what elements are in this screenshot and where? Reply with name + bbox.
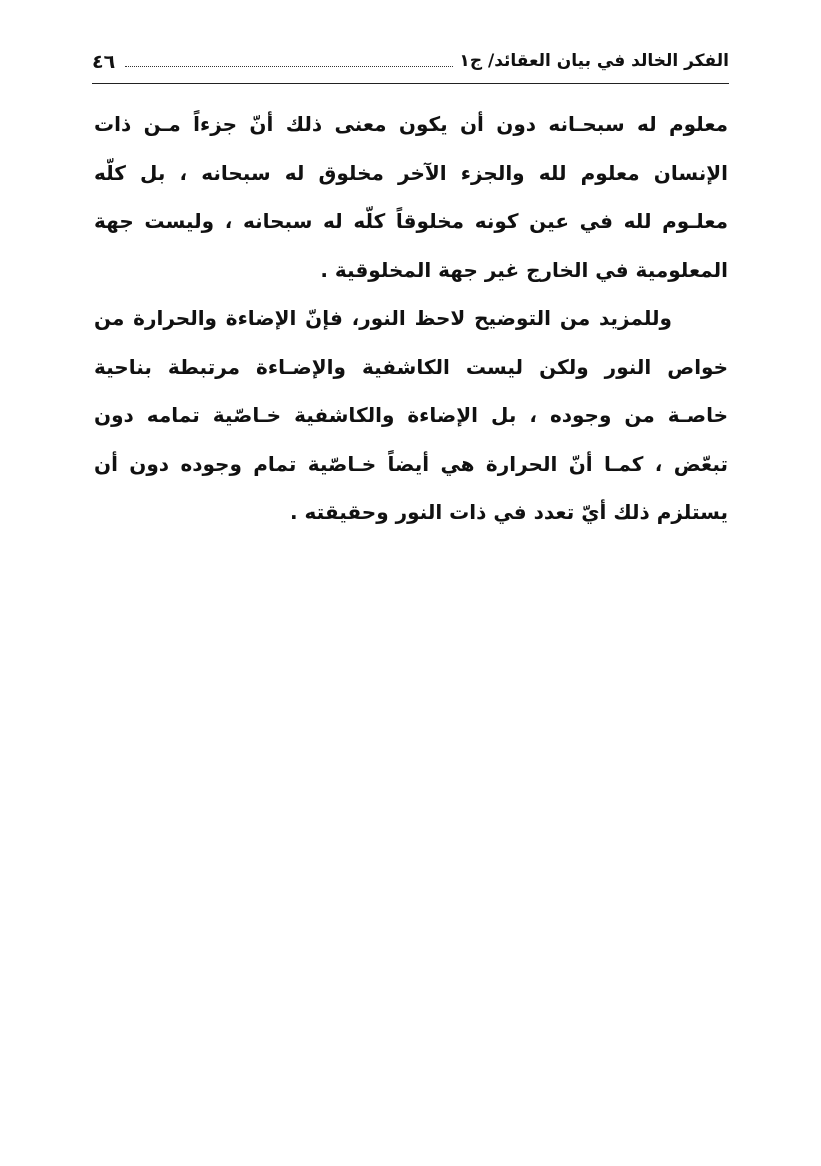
running-header-title: الفكر الخالد في بيان العقائد/ ج١	[459, 51, 729, 71]
header-divider	[92, 83, 729, 84]
running-header	[92, 44, 729, 78]
paragraph: معلوم له سبحـانه دون أن يكون معنى ذلك أنّ جزءاً مـن ذات الإنسان معلوم لله والجزء الآخر مخلوق له سبحانه ، بل كلّه معلـوم لله في عين كونه مخلوقاً كلّه له سبحانه ، وليست جهة المعلومية في الخارج غير جهة المخلوقية .	[94, 112, 728, 282]
header-dotted-leader	[125, 66, 453, 67]
body-text	[94, 100, 728, 537]
page-number: ٤٦	[92, 51, 116, 73]
paragraph: وللمزيد من التوضيح لاحظ النور، فإنّ الإضاءة والحرارة من خواص النور ولكن ليست الكاشفية والإضـاءة مرتبطة بناحية خاصـة من وجوده ، بل الإضاءة والكاشفية خـاصّية تمامه دون تبعّض ، كمـا أنّ الحرارة هي أيضاً خـاصّية تمام وجوده دون أن يستلزم ذلك أيّ تعدد في ذات النور وحقيقته .	[94, 306, 728, 524]
